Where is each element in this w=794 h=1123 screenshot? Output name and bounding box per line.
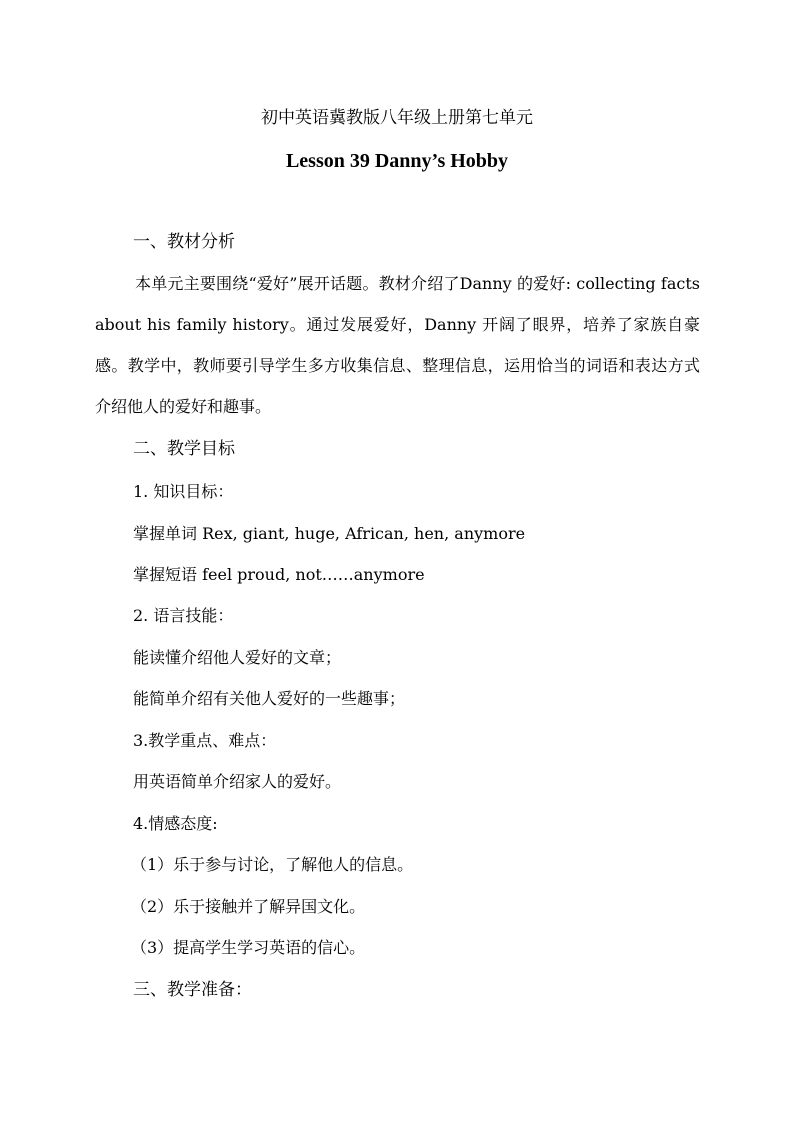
attitude-item-3: （3）提高学生学习英语的信心。	[131, 938, 366, 957]
vocabulary-line: 掌握单词 Rex, giant, huge, African, hen, anymore	[133, 524, 526, 543]
textbook-analysis-paragraph: 本单元主要围绕“爱好”展开话题。教材介绍了Danny 的爱好: collecting facts about his family history。通过发展爱好，Danny 开阔了眼界，培养了家族自豪感。教学中，教师要引导学生多方收集信息、整理信息，运用恰当的词语和表达方式介绍他人的爱好和趣事。	[95, 274, 700, 416]
lesson-title: Lesson 39 Danny’s Hobby	[285, 150, 509, 172]
document-title-chinese: 初中英语冀教版八年级上册第七单元	[261, 108, 533, 128]
key-point-item: 用英语简单介绍家人的爱好。	[133, 772, 342, 791]
skill-item-1: 能读懂介绍他人爱好的文章；	[133, 648, 342, 667]
attitude-item-2: （2）乐于接触并了解异国文化。	[131, 897, 366, 916]
phrases-line: 掌握短语 feel proud, not……anymore	[133, 565, 425, 584]
section-heading-teaching-preparation: 三、教学准备：	[133, 980, 252, 1000]
attitude-heading: 4.情感态度:	[133, 814, 218, 833]
section-heading-teaching-objectives: 二、教学目标	[133, 439, 235, 459]
skill-item-2: 能简单介绍有关他人爱好的一些趣事；	[133, 689, 406, 708]
attitude-item-1: （1）乐于参与讨论，了解他人的信息。	[131, 855, 414, 874]
language-skills-heading: 2. 语言技能：	[133, 606, 234, 625]
section-heading-textbook-analysis: 一、教材分析	[133, 232, 235, 252]
knowledge-objectives-heading: 1. 知识目标：	[133, 482, 234, 501]
key-points-heading: 3.教学重点、难点：	[133, 731, 277, 750]
